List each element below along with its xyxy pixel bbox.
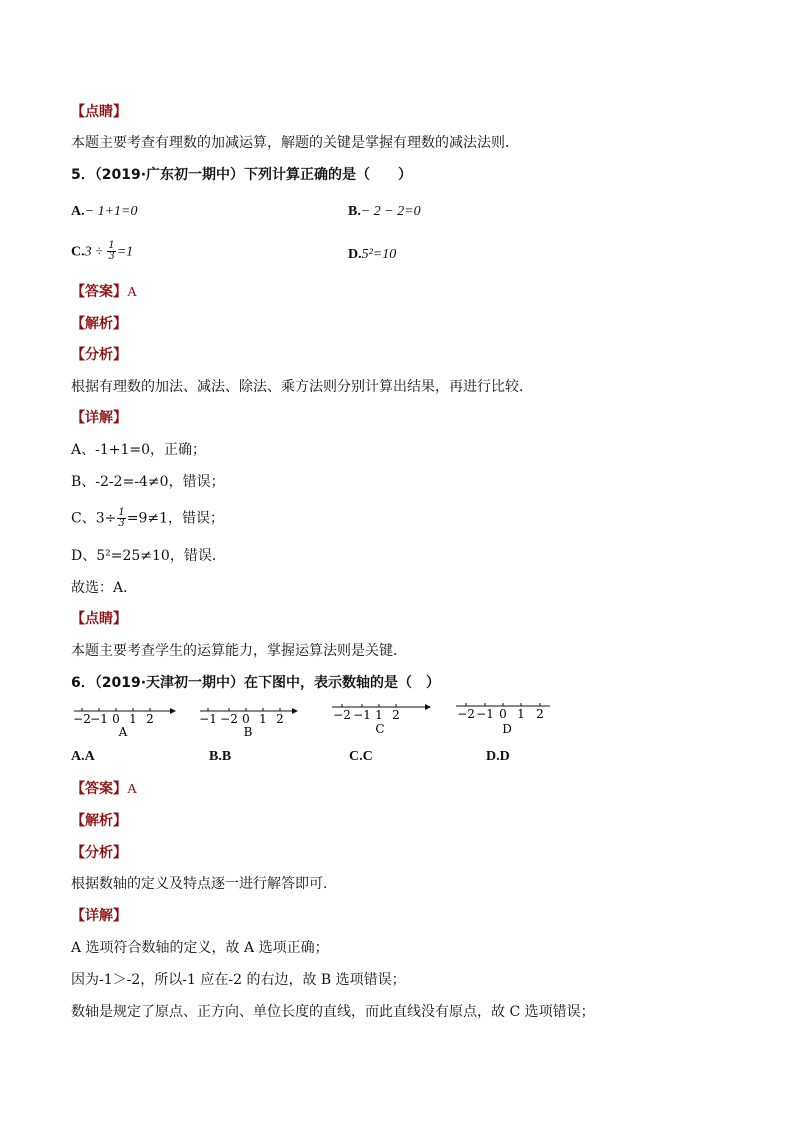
jiexi-heading: 【解析】 [71, 813, 127, 829]
axis-d-tick-label: −2 [457, 707, 475, 721]
axis-c-tick-label: −2 [333, 708, 351, 722]
xiangjie-line-d: D、5²=25≠10，错误． [71, 548, 226, 564]
fenxi-heading: 【分析】 [71, 845, 127, 861]
xiangjie-line-1: A 选项符合数轴的定义，故 A 选项正确； [71, 940, 329, 956]
axis-d-tick-label: 0 [499, 707, 507, 721]
q5-option-a-expr: − 1+1=0 [84, 204, 138, 219]
fenxi-text: 根据有理数的加法、减法、除法、乘方法则分别计算出结果，再进行比较． [71, 379, 533, 395]
axis-b-tick-label: 2 [276, 712, 284, 726]
q6-option-b: B.B [209, 749, 232, 764]
axis-b-arrow-icon [292, 708, 298, 714]
dianjing-heading: 【点睛】 [71, 611, 127, 627]
q5-option-d-expr: 5²=10 [361, 247, 397, 262]
dianjing-heading: 【点睛】 [71, 104, 127, 120]
axis-d-tick-label: 2 [536, 707, 544, 721]
answer-value: A [127, 782, 138, 797]
axis-c-name: C [375, 722, 385, 736]
fenxi-heading: 【分析】 [71, 347, 127, 363]
answer-heading: 【答案】 [71, 284, 127, 300]
axis-c-tick-label: 2 [392, 708, 400, 722]
question-5-title: 5．（2019·广东初一期中）下列计算正确的是（ ） [71, 167, 413, 183]
q5-option-a [71, 202, 137, 221]
axis-a-tick-label: −1 [90, 712, 108, 726]
q5-option-b [348, 202, 421, 221]
axis-a-tick-label: 2 [146, 712, 154, 726]
axis-d-name: D [502, 722, 512, 736]
q5-option-b-label: B. [348, 204, 361, 219]
fenxi-text: 根据数轴的定义及特点逐一进行解答即可. [71, 876, 328, 892]
xiangjie-line-a: A、-1+1=0，正确； [71, 442, 207, 458]
q5-option-b-expr: − 2 − 2=0 [360, 204, 421, 219]
q5-answer [71, 283, 137, 302]
line-c-fraction [117, 508, 125, 529]
q5-option-c-label: C. [71, 244, 85, 260]
axis-a-name: A [118, 725, 128, 739]
axis-b-tick-label: 0 [242, 712, 250, 726]
axis-c-arrow-icon [425, 704, 431, 710]
number-line-figures [70, 700, 560, 742]
q5-option-c [71, 241, 133, 262]
line-c-pre: C、3÷ [71, 510, 117, 527]
axis-b-name: B [243, 725, 253, 739]
xiangjie-line-c [71, 508, 224, 529]
fraction-numerator: 1 [108, 240, 115, 251]
axis-d [456, 703, 550, 736]
axis-a-tick-label: −2 [73, 712, 91, 726]
axis-d-tick-label: −1 [476, 707, 494, 721]
fraction-denominator: 3 [108, 251, 115, 262]
axis-a-arrow-icon [170, 708, 176, 714]
q5-option-d [348, 245, 396, 264]
axis-c-tick-label: −1 [353, 708, 371, 722]
axis-b-tick-label: −2 [220, 712, 238, 726]
fraction-denominator: 3 [118, 518, 125, 529]
q6-option-a: A.A [71, 749, 95, 764]
jiexi-heading: 【解析】 [71, 316, 127, 332]
axis-a [73, 708, 176, 739]
axis-d-tick-label: 1 [517, 707, 525, 721]
answer-value: A [127, 285, 138, 300]
q5-option-c-post: =1 [116, 244, 134, 260]
xiangjie-line-2: 因为-1＞-2，所以-1 应在-2 的右边，故 B 选项错误； [71, 972, 406, 988]
line-c-post: =9≠1，错误； [126, 510, 225, 527]
axis-c [332, 704, 431, 736]
answer-heading: 【答案】 [71, 781, 127, 797]
xiangjie-heading: 【详解】 [71, 908, 127, 924]
xiangjie-line-b: B、-2-2=-4≠0，错误； [71, 474, 225, 490]
xiangjie-heading: 【详解】 [71, 410, 127, 426]
dianjing-text: 本题主要考查学生的运算能力，掌握运算法则是关键． [71, 643, 407, 659]
q5-option-a-label: A. [71, 204, 85, 219]
axis-b [199, 708, 298, 739]
fraction-numerator: 1 [118, 507, 125, 518]
q6-option-c: C.C [349, 749, 373, 764]
axis-c-tick-label: 1 [375, 708, 383, 722]
axis-b-tick-label: −1 [199, 712, 217, 726]
axis-a-tick-label: 1 [129, 712, 137, 726]
q5-option-c-fraction [107, 241, 115, 262]
choose-text: 故选：A． [71, 580, 138, 596]
q6-option-d: D.D [486, 749, 510, 764]
axis-a-tick-label: 0 [112, 712, 120, 726]
question-6-title: 6．（2019·天津初一期中）在下图中，表示数轴的是（ ） [71, 675, 441, 691]
dianjing-text: 本题主要考查有理数的加减运算，解题的关键是掌握有理数的减法法则． [71, 135, 519, 151]
q5-option-c-pre: 3 ÷ [84, 244, 107, 260]
axis-b-tick-label: 1 [259, 712, 267, 726]
xiangjie-line-3: 数轴是规定了原点、正方向、单位长度的直线，而此直线没有原点，故 C 选项错误； [71, 1004, 595, 1020]
q6-answer [71, 780, 137, 799]
q5-option-d-label: D. [348, 247, 362, 262]
